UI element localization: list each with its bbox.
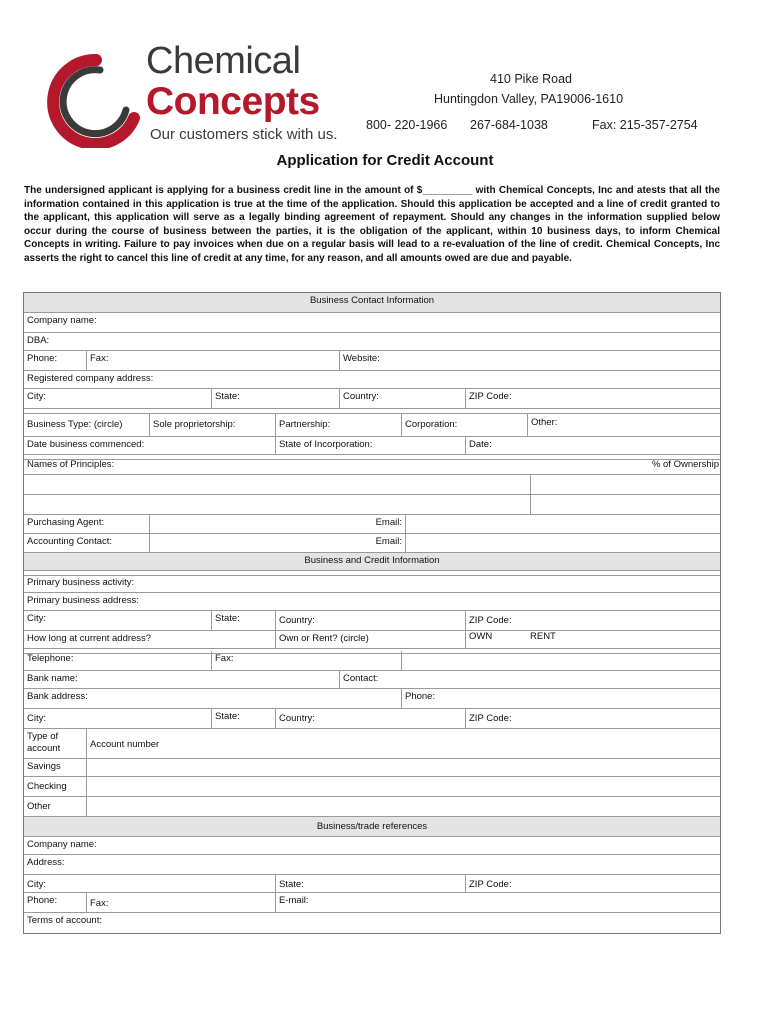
credit-city-label: City: <box>27 613 46 624</box>
ref-phone-label: Phone: <box>27 895 58 906</box>
how-long-label: How long at current address? <box>27 633 152 644</box>
address-line-1: 410 Pike Road <box>490 72 573 86</box>
purchasing-email-field[interactable] <box>406 515 720 534</box>
country-field[interactable] <box>340 389 466 409</box>
ref-fax-field[interactable] <box>87 893 276 913</box>
partnership-option[interactable] <box>276 413 402 437</box>
ref-address-field[interactable] <box>24 855 720 875</box>
sole-prop-label: Sole proprietorship: <box>153 419 236 430</box>
purchasing-agent-field[interactable] <box>150 515 406 534</box>
bank-address-label: Bank address: <box>27 691 88 702</box>
ref-fax-label: Fax: <box>90 898 109 909</box>
accounting-email-field[interactable] <box>406 534 720 553</box>
section-header-business-credit: Business and Credit Information <box>24 553 720 571</box>
fax-label: Fax: <box>90 353 109 364</box>
logo-wordmark-concepts: Concepts <box>146 80 320 123</box>
ownership-label: % of Ownership <box>651 459 719 470</box>
ref-phone-field[interactable] <box>24 893 87 913</box>
company-logo <box>36 40 356 150</box>
principles-label: Names of Principles: <box>27 459 115 470</box>
form-title: Application for Credit Account <box>276 152 494 169</box>
telephone-label: Telephone: <box>27 653 74 664</box>
company-name-field[interactable] <box>24 313 720 333</box>
primary-activity-label: Primary business activity: <box>27 577 135 588</box>
state-label: State: <box>215 391 240 402</box>
sole-proprietorship-option[interactable] <box>150 413 276 437</box>
section-header-trade-references: Business/trade references <box>24 817 720 837</box>
purchasing-agent-label: Purchasing Agent: <box>27 517 105 528</box>
section-header-business-contact: Business Contact Information <box>24 293 720 313</box>
savings-label-cell <box>24 759 87 777</box>
other-label-cell <box>24 797 87 817</box>
bank-contact-field[interactable] <box>340 671 720 689</box>
purchasing-agent-label-cell <box>24 515 150 534</box>
savings-account-number-field[interactable] <box>87 759 720 777</box>
business-type-field <box>24 413 150 437</box>
bank-address-field[interactable] <box>24 689 402 709</box>
phone-field[interactable] <box>24 351 87 371</box>
date-commenced-label: Date business commenced: <box>27 439 145 450</box>
company-name-label: Company name: <box>27 315 97 326</box>
ref-terms-field[interactable] <box>24 913 720 933</box>
credit-zip-field[interactable] <box>466 611 720 631</box>
address-line-2: Huntingdon Valley, PA19006-1610 <box>434 92 624 106</box>
ref-terms-label: Terms of account: <box>27 915 102 926</box>
credit-application-form <box>23 292 721 934</box>
bank-state-field[interactable] <box>212 709 276 729</box>
website-field[interactable] <box>340 351 720 371</box>
logo-swoosh-icon <box>36 48 148 148</box>
bank-contact-label: Contact: <box>343 673 379 684</box>
accounting-contact-label-cell <box>24 534 150 553</box>
ref-address-label: Address: <box>27 857 65 868</box>
type-of-account-label-cell <box>24 729 87 759</box>
primary-address-label: Primary business address: <box>27 595 139 606</box>
zip-label: ZIP Code: <box>469 391 512 402</box>
other-account-label: Other <box>27 801 51 812</box>
incorporation-date-field[interactable] <box>466 437 720 455</box>
credit-country-field[interactable] <box>276 611 466 631</box>
ref-zip-label: ZIP Code: <box>469 879 512 890</box>
credit-fax-field[interactable] <box>212 651 402 671</box>
bank-state-label: State: <box>215 711 240 722</box>
bank-phone-label: Phone: <box>405 691 436 702</box>
zip-field[interactable] <box>466 389 720 409</box>
ref-city-label: City: <box>27 879 46 890</box>
corporation-option[interactable] <box>402 413 528 437</box>
phone-2: 267-684-1038 <box>470 118 548 132</box>
phone-1: 800- 220-1966 <box>366 118 448 132</box>
partnership-label: Partnership: <box>279 419 331 430</box>
credit-city-field[interactable] <box>24 611 212 631</box>
how-long-field[interactable] <box>24 631 276 649</box>
credit-state-label: State: <box>215 613 240 624</box>
account-number-label: Account number <box>90 739 160 750</box>
city-label: City: <box>27 391 46 402</box>
principle-ownership-1[interactable] <box>531 475 720 495</box>
corporation-label: Corporation: <box>405 419 458 430</box>
bank-zip-field[interactable] <box>466 709 720 729</box>
own-option[interactable]: OWN <box>469 631 493 642</box>
checking-account-number-field[interactable] <box>87 777 720 797</box>
credit-country-label: Country: <box>279 615 315 626</box>
fax-field[interactable] <box>87 351 340 371</box>
principle-ownership-2[interactable] <box>531 495 720 515</box>
own-rent-label: Own or Rent? (circle) <box>279 633 369 644</box>
dba-label: DBA: <box>27 335 50 346</box>
accounting-email-label: Email: <box>375 536 402 547</box>
accounting-contact-label: Accounting Contact: <box>27 536 113 547</box>
ref-state-label: State: <box>279 879 304 890</box>
principle-name-2[interactable] <box>24 495 531 515</box>
ref-state-field[interactable] <box>276 875 466 893</box>
credit-fax-extra[interactable] <box>402 651 720 671</box>
phone-label: Phone: <box>27 353 58 364</box>
state-field[interactable] <box>212 389 340 409</box>
own-rent-field <box>276 631 466 649</box>
credit-zip-label: ZIP Code: <box>469 615 512 626</box>
registered-address-field[interactable] <box>24 371 720 389</box>
principle-name-1[interactable] <box>24 475 531 495</box>
state-incorporation-field[interactable] <box>276 437 466 455</box>
bank-name-label: Bank name: <box>27 673 78 684</box>
type-of-account-label: Type of account <box>27 731 61 754</box>
telephone-field[interactable] <box>24 651 212 671</box>
bank-name-field[interactable] <box>24 671 340 689</box>
purchasing-email-label: Email: <box>375 517 402 528</box>
country-label: Country: <box>343 391 379 402</box>
primary-activity-field[interactable] <box>24 575 720 593</box>
dba-field[interactable] <box>24 333 720 351</box>
date-commenced-field[interactable] <box>24 437 276 455</box>
credit-state-field[interactable] <box>212 611 276 631</box>
registered-address-label: Registered company address: <box>27 373 154 384</box>
bank-country-field[interactable] <box>276 709 466 729</box>
state-incorporation-label: State of Incorporation: <box>279 439 373 450</box>
principles-header-row <box>24 457 720 475</box>
ref-zip-field[interactable] <box>466 875 720 893</box>
checking-label: Checking <box>27 781 67 792</box>
account-number-header <box>87 729 720 759</box>
ref-company-name-label: Company name: <box>27 839 97 850</box>
bank-country-label: Country: <box>279 713 315 724</box>
other-option[interactable] <box>528 413 720 437</box>
bank-city-label: City: <box>27 713 46 724</box>
accounting-contact-field[interactable] <box>150 534 406 553</box>
bank-city-field[interactable] <box>24 709 212 729</box>
bank-zip-label: ZIP Code: <box>469 713 512 724</box>
logo-tagline: Our customers stick with us. <box>150 126 338 143</box>
other-account-number-field[interactable] <box>87 797 720 817</box>
intro-paragraph: The undersigned applicant is applying for a business credit line in the amount of $_________ with Chemical Concepts, Inc and atests that all the information contained in this application is true at the time of the application. Should this application be accepted and a line of credit granted to the applicant, this application will serve as a legally binding agreement of repayment. Should any changes in the information supplied below occur during the course of business between the parties, it is the obligation of the applicant, within 10 business days, to inform Chemical Concepts in writing. Failure to pay invoices when due on a regular basis will lead to a re-evaluation of the line of credit. Chemical Concepts, Inc asserts the right to cancel this line of credit at any time, for any reason, and all amounts owed are due and payable. <box>24 185 720 264</box>
ref-email-field[interactable] <box>276 893 720 913</box>
primary-address-field[interactable] <box>24 593 720 611</box>
rent-option[interactable]: RENT <box>530 631 556 642</box>
bank-phone-field[interactable] <box>402 689 720 709</box>
ref-city-field[interactable] <box>24 875 276 893</box>
date-label: Date: <box>469 439 492 450</box>
ref-company-name-field[interactable] <box>24 837 720 855</box>
savings-label: Savings <box>27 761 61 772</box>
checking-label-cell <box>24 777 87 797</box>
city-field[interactable] <box>24 389 212 409</box>
credit-fax-label: Fax: <box>215 653 234 664</box>
business-type-label: Business Type: (circle) <box>27 419 123 430</box>
own-rent-options <box>466 631 720 649</box>
logo-wordmark-chemical: Chemical <box>146 40 301 82</box>
website-label: Website: <box>343 353 380 364</box>
fax-number: Fax: 215-357-2754 <box>592 118 698 132</box>
other-label: Other: <box>531 417 558 428</box>
ref-email-label: E-mail: <box>279 895 309 906</box>
